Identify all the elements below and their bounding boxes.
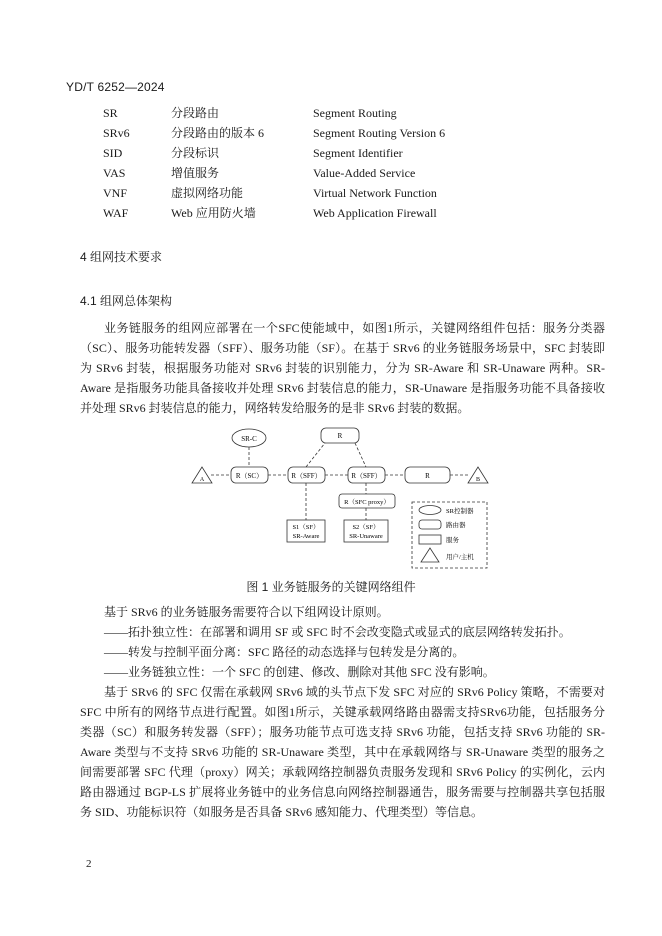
section-heading: 4 组网技术要求 [80, 250, 163, 264]
abbr-english: Segment Identifier [313, 146, 403, 160]
abbr-english: Segment Routing Version 6 [313, 126, 446, 140]
legend-controller-icon [419, 506, 441, 515]
node-label: S2（SF） [352, 524, 380, 531]
legend-label: 服务 [446, 537, 459, 544]
node-label: R（SFF） [351, 472, 382, 480]
node-label: R [425, 472, 430, 480]
abbr-term: VAS [103, 166, 126, 180]
list-item: ——转发与控制平面分离：SFC 路径的动态选择与包转发是分离的。 [104, 645, 465, 659]
abbr-english: Value-Added Service [313, 166, 416, 180]
list-item: ——拓扑独立性：在部署和调用 SF 或 SFC 时不会改变隐式或显式的底层网络转发拓扑。 [104, 625, 571, 639]
node-label: B [475, 477, 481, 483]
abbr-term: VNF [103, 186, 128, 200]
abbr-chinese: 分段标识 [171, 146, 220, 160]
paragraph: 基于 SRv6 的 SFC 仅需在承载网 SRv6 域的头节点下发 SFC 对应的 SRv6 Policy 策略，不需要对 SFC 中所有的网络节点进行配置。如图1所示，关键承载网络路由器需支持SRv6功能，包括服务分类器（SC）和服务转发器（SFF）；服务功能节点可选支持 SRv6 功能，包括支持 SRv6 功能的 SR-Aware 类型与不支持 SRv6 功能的 SR-Unaware 类型，其中在承载网络与 SR-Unaware 类型的服务之间需要部署 SFC 代理（proxy）网关；承载网络控制器负责服务发现和 SRv6 Policy 的实例化，云内路由器通过 BGP-LS 扩展将业务链中的业务信息向网络控制器通告，服务需要与控制器共享包括服务 SID、功能标识符（如服务是否具备 SRv6 感知能力、代理类型）等信息。 [80, 685, 605, 819]
abbr-term: SRv6 [103, 126, 130, 140]
abbr-english: Segment Routing [313, 106, 397, 120]
abbr-chinese: 分段路由 [171, 106, 220, 120]
abbr-chinese: Web 应用防火墙 [171, 206, 256, 220]
paragraph: 基于 SRv6 的业务链服务需要符合以下组网设计原则。 [104, 605, 389, 619]
abbr-term: SR [103, 106, 118, 120]
legend-label: SR控制器 [446, 508, 474, 515]
node-label: A [199, 477, 205, 483]
abbr-term: SID [103, 146, 123, 160]
list-item: ——业务链独立性：一个 SFC 的创建、修改、删除对其他 SFC 没有影响。 [104, 665, 495, 679]
doc-header: YD/T 6252—2024 [66, 80, 165, 94]
legend-service-icon [419, 535, 441, 544]
legend-label: 路由器 [446, 522, 466, 529]
paragraph: 业务链服务的组网应部署在一个SFC使能域中，如图1所示，关键网络组件包括：服务分类器（SC）、服务功能转发器（SFF）、服务功能（SF）。在基于 SRv6 的业务链服务场景中，SFC 封装即为 SRv6 封装，根据服务功能对 SRv6 封装的识别能力，分为 SR-Aware 和 SR-Unaware 两种。SR-Aware 是指服务功能具备接收并处理 SRv6 封装信息的能力，SR-Unaware 是指服务功能不具备接收并处理 SRv6 封装信息的能力，网络转发给服务的是非 SRv6 封装的数据。 [80, 321, 605, 415]
node-label: S1（SF） [292, 524, 320, 531]
abbr-chinese: 分段路由的版本 6 [171, 126, 265, 140]
page-number: 2 [86, 858, 92, 870]
link-line [355, 443, 366, 467]
abbr-english: Virtual Network Function [313, 186, 437, 200]
legend-router-icon [419, 520, 441, 529]
figure-caption: 图 1 业务链服务的关键网络组件 [246, 580, 416, 594]
abbr-term: WAF [103, 206, 129, 220]
abbr-chinese: 增值服务 [171, 166, 220, 180]
sfc-network-diagram [190, 424, 490, 574]
node-label: SR-Aware [292, 533, 320, 540]
node-label: R（SFC proxy） [344, 499, 390, 506]
abbr-english: Web Application Firewall [313, 206, 437, 220]
abbr-chinese: 虚拟网络功能 [171, 186, 244, 200]
legend-label: 用户/主机 [446, 554, 474, 561]
node-label: SR-C [241, 435, 257, 443]
node-label: SR-Unaware [349, 533, 383, 540]
node-label: R [337, 432, 343, 440]
node-label: R（SC） [235, 472, 264, 480]
link-line [306, 443, 325, 467]
node-label: R（SFF） [291, 472, 322, 480]
subsection-heading: 4.1 组网总体架构 [80, 294, 173, 308]
